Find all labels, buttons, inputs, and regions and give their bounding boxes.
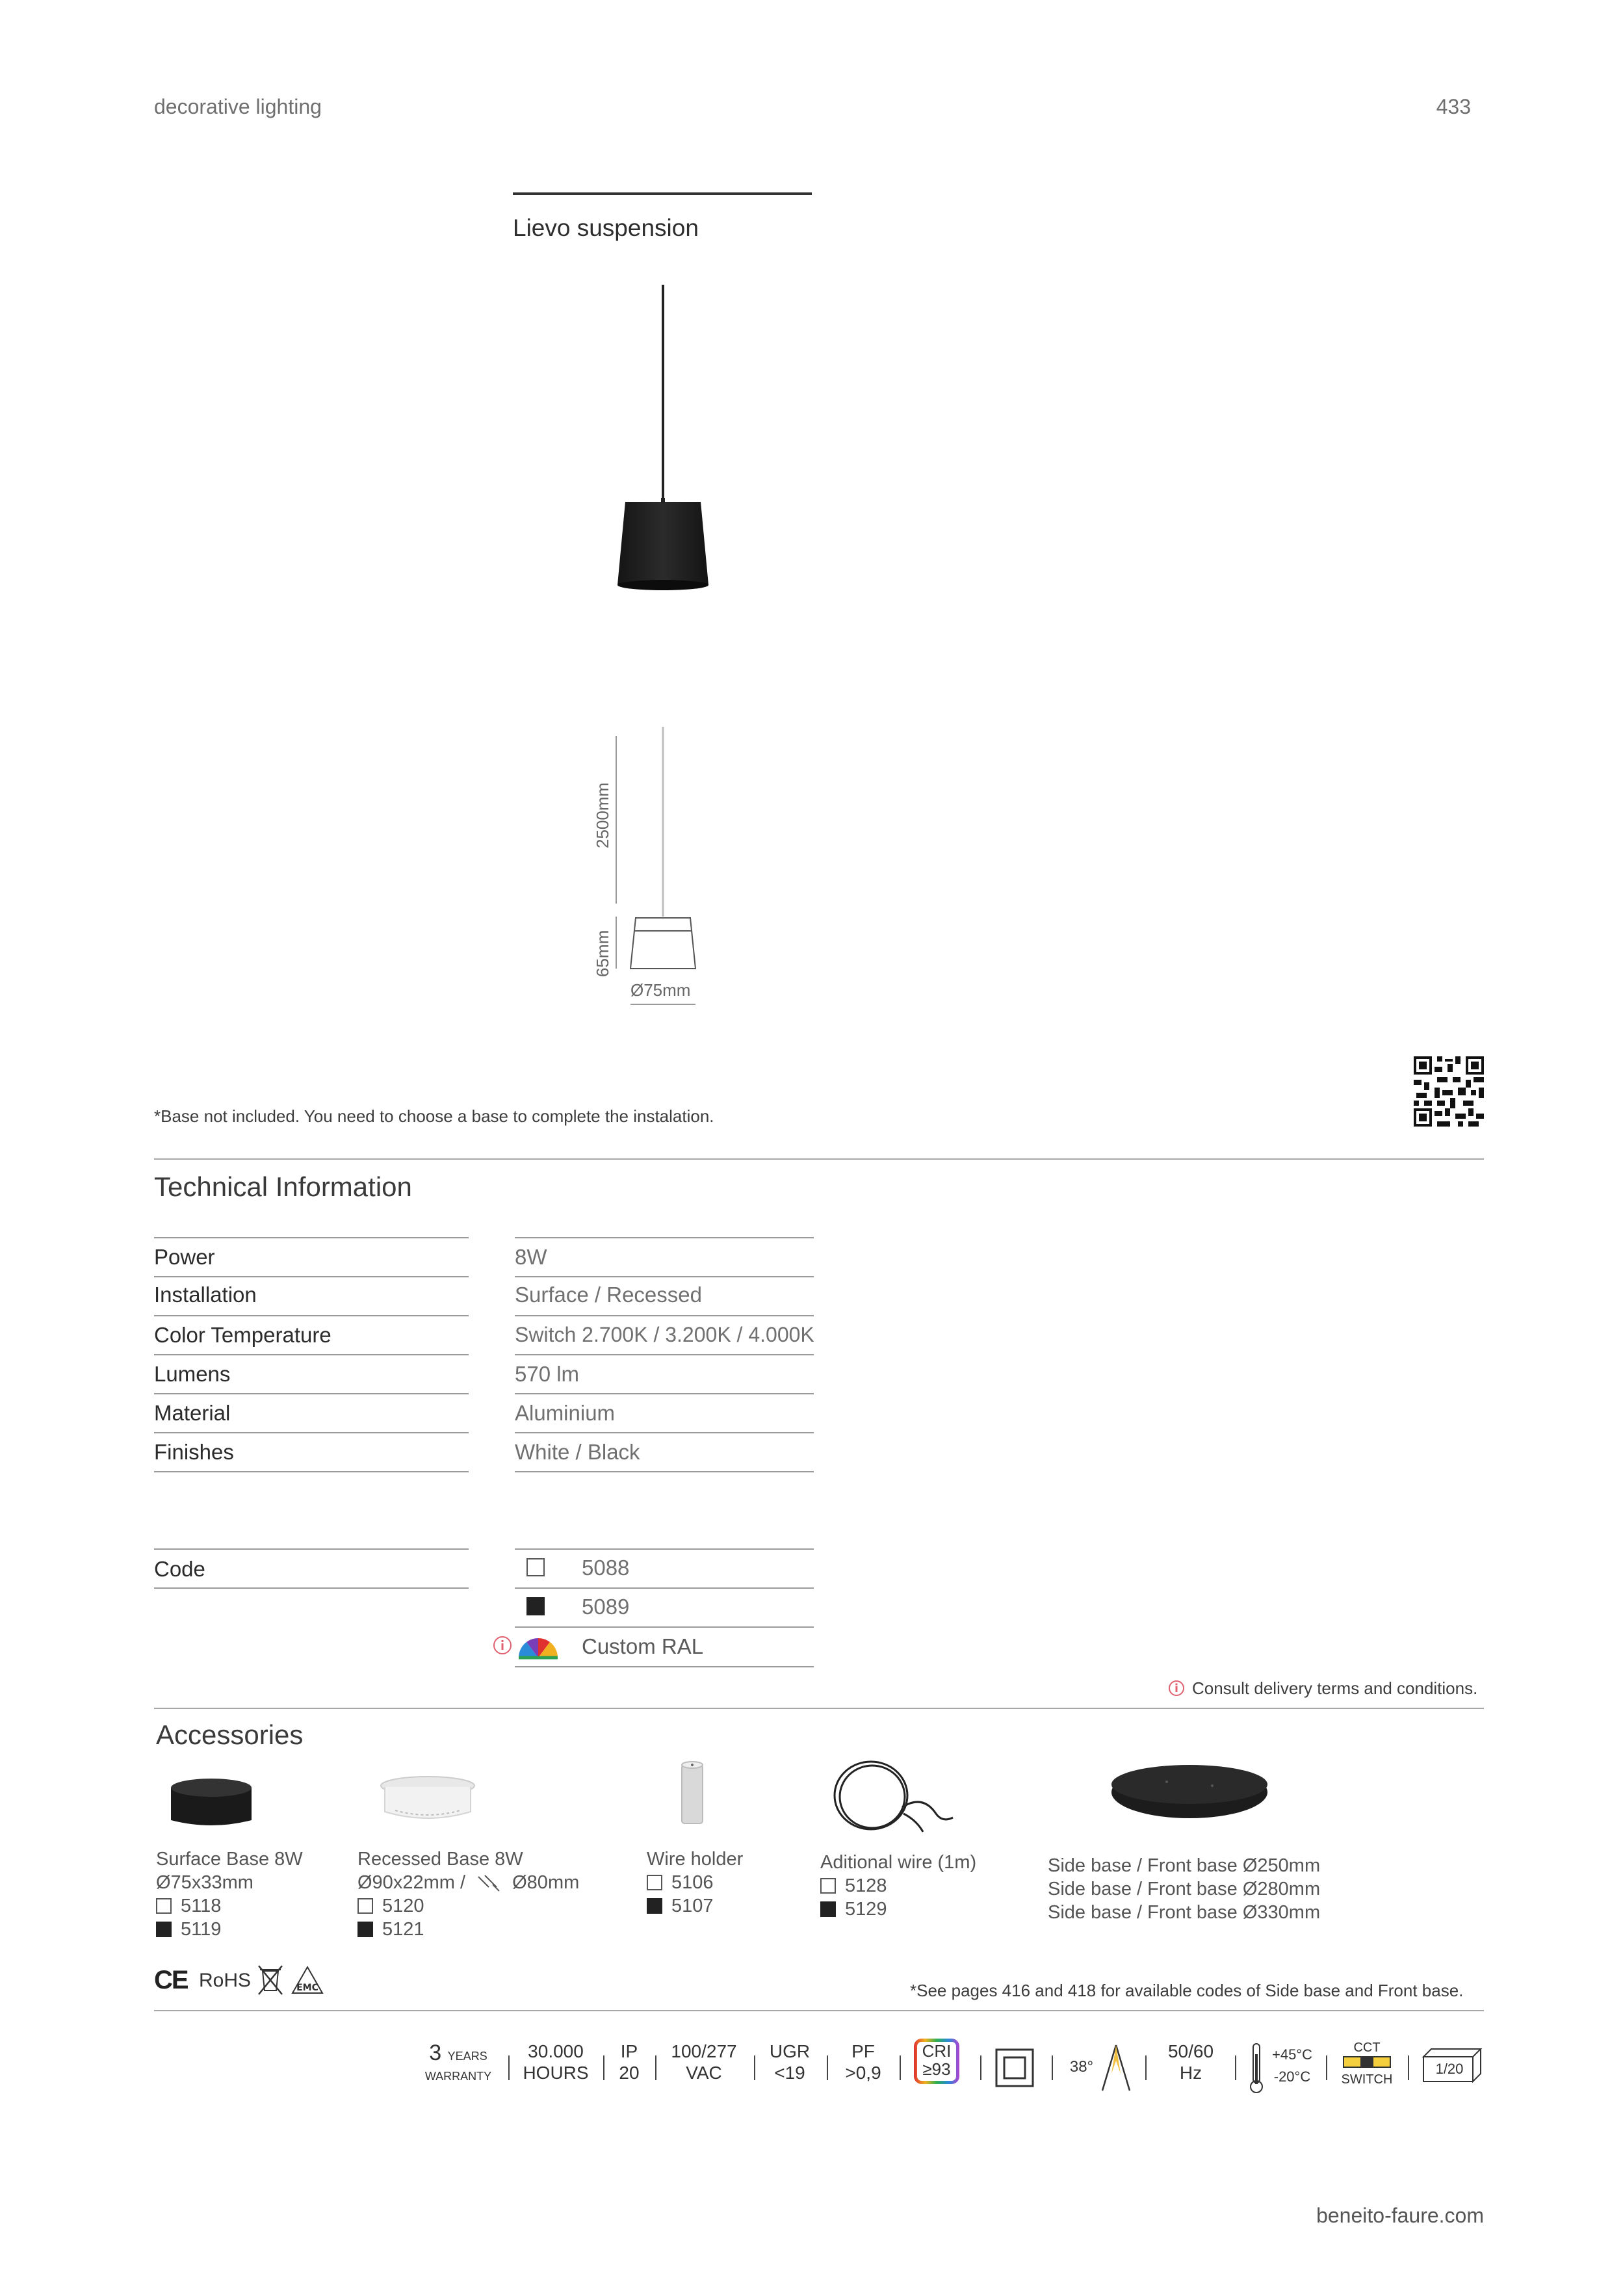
spec-row-color-temperature bbox=[154, 1315, 814, 1354]
cri-value: ≥93 bbox=[922, 2059, 951, 2079]
weee-icon bbox=[256, 1963, 285, 1997]
code-black: 5089 bbox=[582, 1595, 630, 1619]
code-ral: Custom RAL bbox=[582, 1634, 704, 1658]
cct-switch-icon bbox=[1334, 2040, 1400, 2087]
spec-value: White / Black bbox=[515, 1440, 640, 1464]
divider bbox=[154, 1158, 1484, 1160]
warranty-unit: YEARS bbox=[447, 2050, 487, 2063]
voltage-label: VAC bbox=[686, 2063, 722, 2083]
black-finish-swatch bbox=[647, 1898, 662, 1914]
accessory-code-row bbox=[647, 1871, 743, 1894]
accessory-wire-holder bbox=[647, 1847, 743, 1918]
accessory-code-row bbox=[820, 1874, 976, 1898]
accessory-size: Ø75x33mm bbox=[156, 1872, 253, 1893]
row-rule bbox=[515, 1315, 814, 1316]
row-rule bbox=[154, 1276, 469, 1277]
accessory-line: Side base / Front base Ø250mm bbox=[1048, 1855, 1321, 1876]
temperature-range bbox=[1266, 2044, 1318, 2088]
title-rule bbox=[513, 192, 812, 195]
warranty-label: WARRANTY bbox=[424, 2070, 492, 2083]
row-rule bbox=[154, 1587, 469, 1589]
white-finish-swatch bbox=[526, 1558, 545, 1576]
cut-out-icon bbox=[476, 1873, 502, 1892]
info-icon[interactable] bbox=[1167, 1679, 1186, 1697]
base-note: *Base not included. You need to choose a base to complete the instalation. bbox=[154, 1106, 714, 1126]
icon-separator bbox=[754, 2055, 755, 2080]
spec-table bbox=[154, 1237, 814, 1471]
accessory-side-base bbox=[1048, 1854, 1320, 1924]
accessory-code: 5119 bbox=[181, 1919, 222, 1940]
accessory-name: Recessed Base 8W bbox=[357, 1849, 523, 1870]
ce-mark: CE bbox=[154, 1966, 188, 1994]
beam-angle-icon bbox=[1098, 2041, 1134, 2093]
accessory-code-row bbox=[156, 1918, 303, 1941]
temp-min: -20°C bbox=[1273, 2068, 1311, 2085]
length-dimension: 2500mm bbox=[593, 782, 612, 848]
spec-value: Switch 2.700K / 3.200K / 4.000K bbox=[515, 1323, 814, 1346]
class-ii-icon bbox=[994, 2048, 1035, 2088]
spec-row-material bbox=[154, 1393, 814, 1432]
ip-label: IP bbox=[620, 2041, 638, 2061]
hours-value: 30.000 bbox=[528, 2041, 584, 2061]
frequency-value: 50/60 bbox=[1167, 2041, 1214, 2061]
diameter-dimension: Ø75mm bbox=[630, 980, 691, 1000]
cri-label: CRI bbox=[922, 2041, 952, 2061]
icon-separator bbox=[827, 2055, 828, 2080]
white-finish-swatch bbox=[647, 1875, 662, 1890]
icon-separator bbox=[980, 2055, 981, 2080]
qr-code[interactable] bbox=[1414, 1056, 1484, 1127]
packaging-units: 1/20 bbox=[1435, 2061, 1464, 2077]
black-finish-swatch bbox=[156, 1922, 172, 1937]
row-rule bbox=[154, 1432, 469, 1433]
accessory-code-row bbox=[820, 1898, 976, 1921]
accessory-name: Surface Base 8W bbox=[156, 1849, 303, 1870]
rohs-mark: RoHS bbox=[199, 1970, 252, 1991]
voltage-icon bbox=[662, 2041, 746, 2084]
accessory-name: Aditional wire (1m) bbox=[820, 1852, 977, 1873]
accessory-cut-size: Ø80mm bbox=[512, 1872, 580, 1893]
divider bbox=[154, 1708, 1484, 1709]
row-rule bbox=[154, 1354, 469, 1355]
accessory-code: 5129 bbox=[845, 1899, 887, 1920]
page-number: 433 bbox=[1436, 95, 1471, 118]
product-title: Lievo suspension bbox=[513, 215, 699, 241]
row-rule bbox=[515, 1587, 814, 1589]
accessory-code-row bbox=[647, 1894, 743, 1918]
ugr-value: <19 bbox=[774, 2063, 805, 2083]
row-rule bbox=[154, 1471, 469, 1472]
accessory-size: Ø90x22mm / bbox=[357, 1872, 465, 1893]
warranty-number: 3 bbox=[429, 2041, 442, 2065]
black-finish-swatch bbox=[357, 1922, 373, 1937]
pf-label: PF bbox=[851, 2041, 875, 2061]
beam-angle-value: 38° bbox=[1069, 2058, 1094, 2076]
accessory-additional-wire bbox=[820, 1851, 976, 1921]
icon-separator bbox=[900, 2055, 901, 2080]
row-rule bbox=[154, 1237, 469, 1238]
code-white: 5088 bbox=[582, 1556, 630, 1580]
spec-row-lumens bbox=[154, 1354, 814, 1393]
row-rule bbox=[154, 1548, 469, 1550]
accessory-code: 5106 bbox=[671, 1872, 714, 1893]
info-icon[interactable] bbox=[491, 1634, 513, 1656]
accessory-code-row bbox=[357, 1918, 579, 1941]
thermometer-icon bbox=[1247, 2041, 1266, 2094]
website-link[interactable]: beneito-faure.com bbox=[1316, 2204, 1484, 2227]
pf-value: >0,9 bbox=[845, 2063, 881, 2083]
spec-value: Aluminium bbox=[515, 1401, 616, 1425]
row-rule bbox=[515, 1626, 814, 1628]
lifetime-hours-icon bbox=[517, 2041, 595, 2084]
recessed-base-image bbox=[376, 1771, 480, 1830]
surface-base-image bbox=[166, 1768, 257, 1833]
accessory-code-row bbox=[156, 1894, 303, 1918]
icon-separator bbox=[1235, 2055, 1236, 2080]
spec-row-power bbox=[154, 1237, 814, 1276]
row-rule bbox=[515, 1276, 814, 1277]
spec-value: Surface / Recessed bbox=[515, 1283, 702, 1307]
icon-separator bbox=[655, 2055, 656, 2080]
accessory-code: 5121 bbox=[382, 1919, 424, 1940]
row-rule bbox=[515, 1432, 814, 1433]
icon-separator bbox=[1145, 2055, 1147, 2080]
icon-separator bbox=[1052, 2055, 1053, 2080]
accessory-line: Side base / Front base Ø330mm bbox=[1048, 1902, 1321, 1923]
side-base-image bbox=[1108, 1758, 1271, 1830]
spec-label: Power bbox=[154, 1245, 215, 1269]
ugr-label: UGR bbox=[769, 2041, 811, 2061]
row-rule bbox=[515, 1393, 814, 1394]
icon-separator bbox=[603, 2055, 604, 2080]
spec-row-installation bbox=[154, 1276, 814, 1315]
additional-wire-image bbox=[825, 1755, 955, 1840]
product-image bbox=[585, 280, 741, 605]
black-finish-swatch bbox=[526, 1597, 545, 1615]
ip-value: 20 bbox=[619, 2063, 640, 2083]
row-rule bbox=[515, 1548, 814, 1550]
row-rule bbox=[154, 1315, 469, 1316]
icon-separator bbox=[508, 2055, 510, 2080]
spec-row-finishes bbox=[154, 1432, 814, 1471]
ip-rating-icon bbox=[610, 2041, 649, 2084]
accessories-title: Accessories bbox=[156, 1719, 304, 1750]
cri-icon bbox=[914, 2039, 959, 2084]
wire-holder-image bbox=[673, 1758, 712, 1830]
row-rule bbox=[515, 1666, 814, 1667]
hours-label: HOURS bbox=[523, 2063, 589, 2083]
warranty-icon bbox=[422, 2041, 494, 2085]
section-name: decorative lighting bbox=[154, 95, 322, 118]
divider bbox=[154, 2010, 1484, 2011]
spec-label: Lumens bbox=[154, 1362, 231, 1386]
see-pages-note: *See pages 416 and 418 for available codes of Side base and Front base. bbox=[910, 1981, 1464, 2000]
height-dimension: 65mm bbox=[593, 930, 612, 977]
cct-label: CCT bbox=[1353, 2041, 1381, 2055]
accessory-code-row bbox=[357, 1894, 579, 1918]
frequency-label: Hz bbox=[1179, 2063, 1202, 2083]
technical-title: Technical Information bbox=[154, 1171, 412, 1202]
emc-icon bbox=[290, 1964, 325, 1996]
code-label: Code bbox=[154, 1557, 205, 1581]
row-rule bbox=[154, 1393, 469, 1394]
cct-switch-graphic bbox=[1342, 2055, 1392, 2068]
accessory-surface-base bbox=[156, 1847, 303, 1941]
spec-label: Material bbox=[154, 1401, 231, 1425]
spec-value: 570 lm bbox=[515, 1362, 580, 1386]
cct-switch-label: SWITCH bbox=[1341, 2072, 1393, 2087]
spec-value: 8W bbox=[515, 1245, 547, 1269]
voltage-value: 100/277 bbox=[671, 2041, 737, 2061]
accessory-name: Wire holder bbox=[647, 1849, 744, 1870]
row-rule bbox=[515, 1471, 814, 1472]
accessory-recessed-base bbox=[357, 1847, 579, 1941]
black-finish-swatch bbox=[820, 1901, 836, 1917]
accessory-code: 5118 bbox=[181, 1896, 222, 1916]
white-finish-swatch bbox=[820, 1878, 836, 1894]
white-finish-swatch bbox=[357, 1898, 373, 1914]
spec-label: Installation bbox=[154, 1283, 257, 1307]
spec-label: Color Temperature bbox=[154, 1323, 331, 1347]
accessory-line: Side base / Front base Ø280mm bbox=[1048, 1879, 1321, 1899]
accessory-code: 5128 bbox=[845, 1875, 887, 1896]
icon-separator bbox=[1408, 2055, 1409, 2080]
spec-label: Finishes bbox=[154, 1440, 234, 1464]
power-factor-icon bbox=[833, 2041, 893, 2084]
consult-note: Consult delivery terms and conditions. bbox=[1192, 1678, 1478, 1698]
accessory-code: 5107 bbox=[671, 1896, 714, 1916]
ral-color-fan-icon bbox=[513, 1632, 563, 1660]
row-rule bbox=[515, 1237, 814, 1238]
accessory-code: 5120 bbox=[382, 1896, 424, 1916]
icon-separator bbox=[1326, 2055, 1327, 2080]
ugr-icon bbox=[760, 2041, 819, 2084]
frequency-icon bbox=[1152, 2041, 1230, 2084]
row-rule bbox=[515, 1354, 814, 1355]
temp-max: +45°C bbox=[1271, 2046, 1312, 2063]
white-finish-swatch bbox=[156, 1898, 172, 1914]
accessory-size-row bbox=[357, 1871, 579, 1894]
svg-text:EMC: EMC bbox=[296, 1983, 318, 1993]
